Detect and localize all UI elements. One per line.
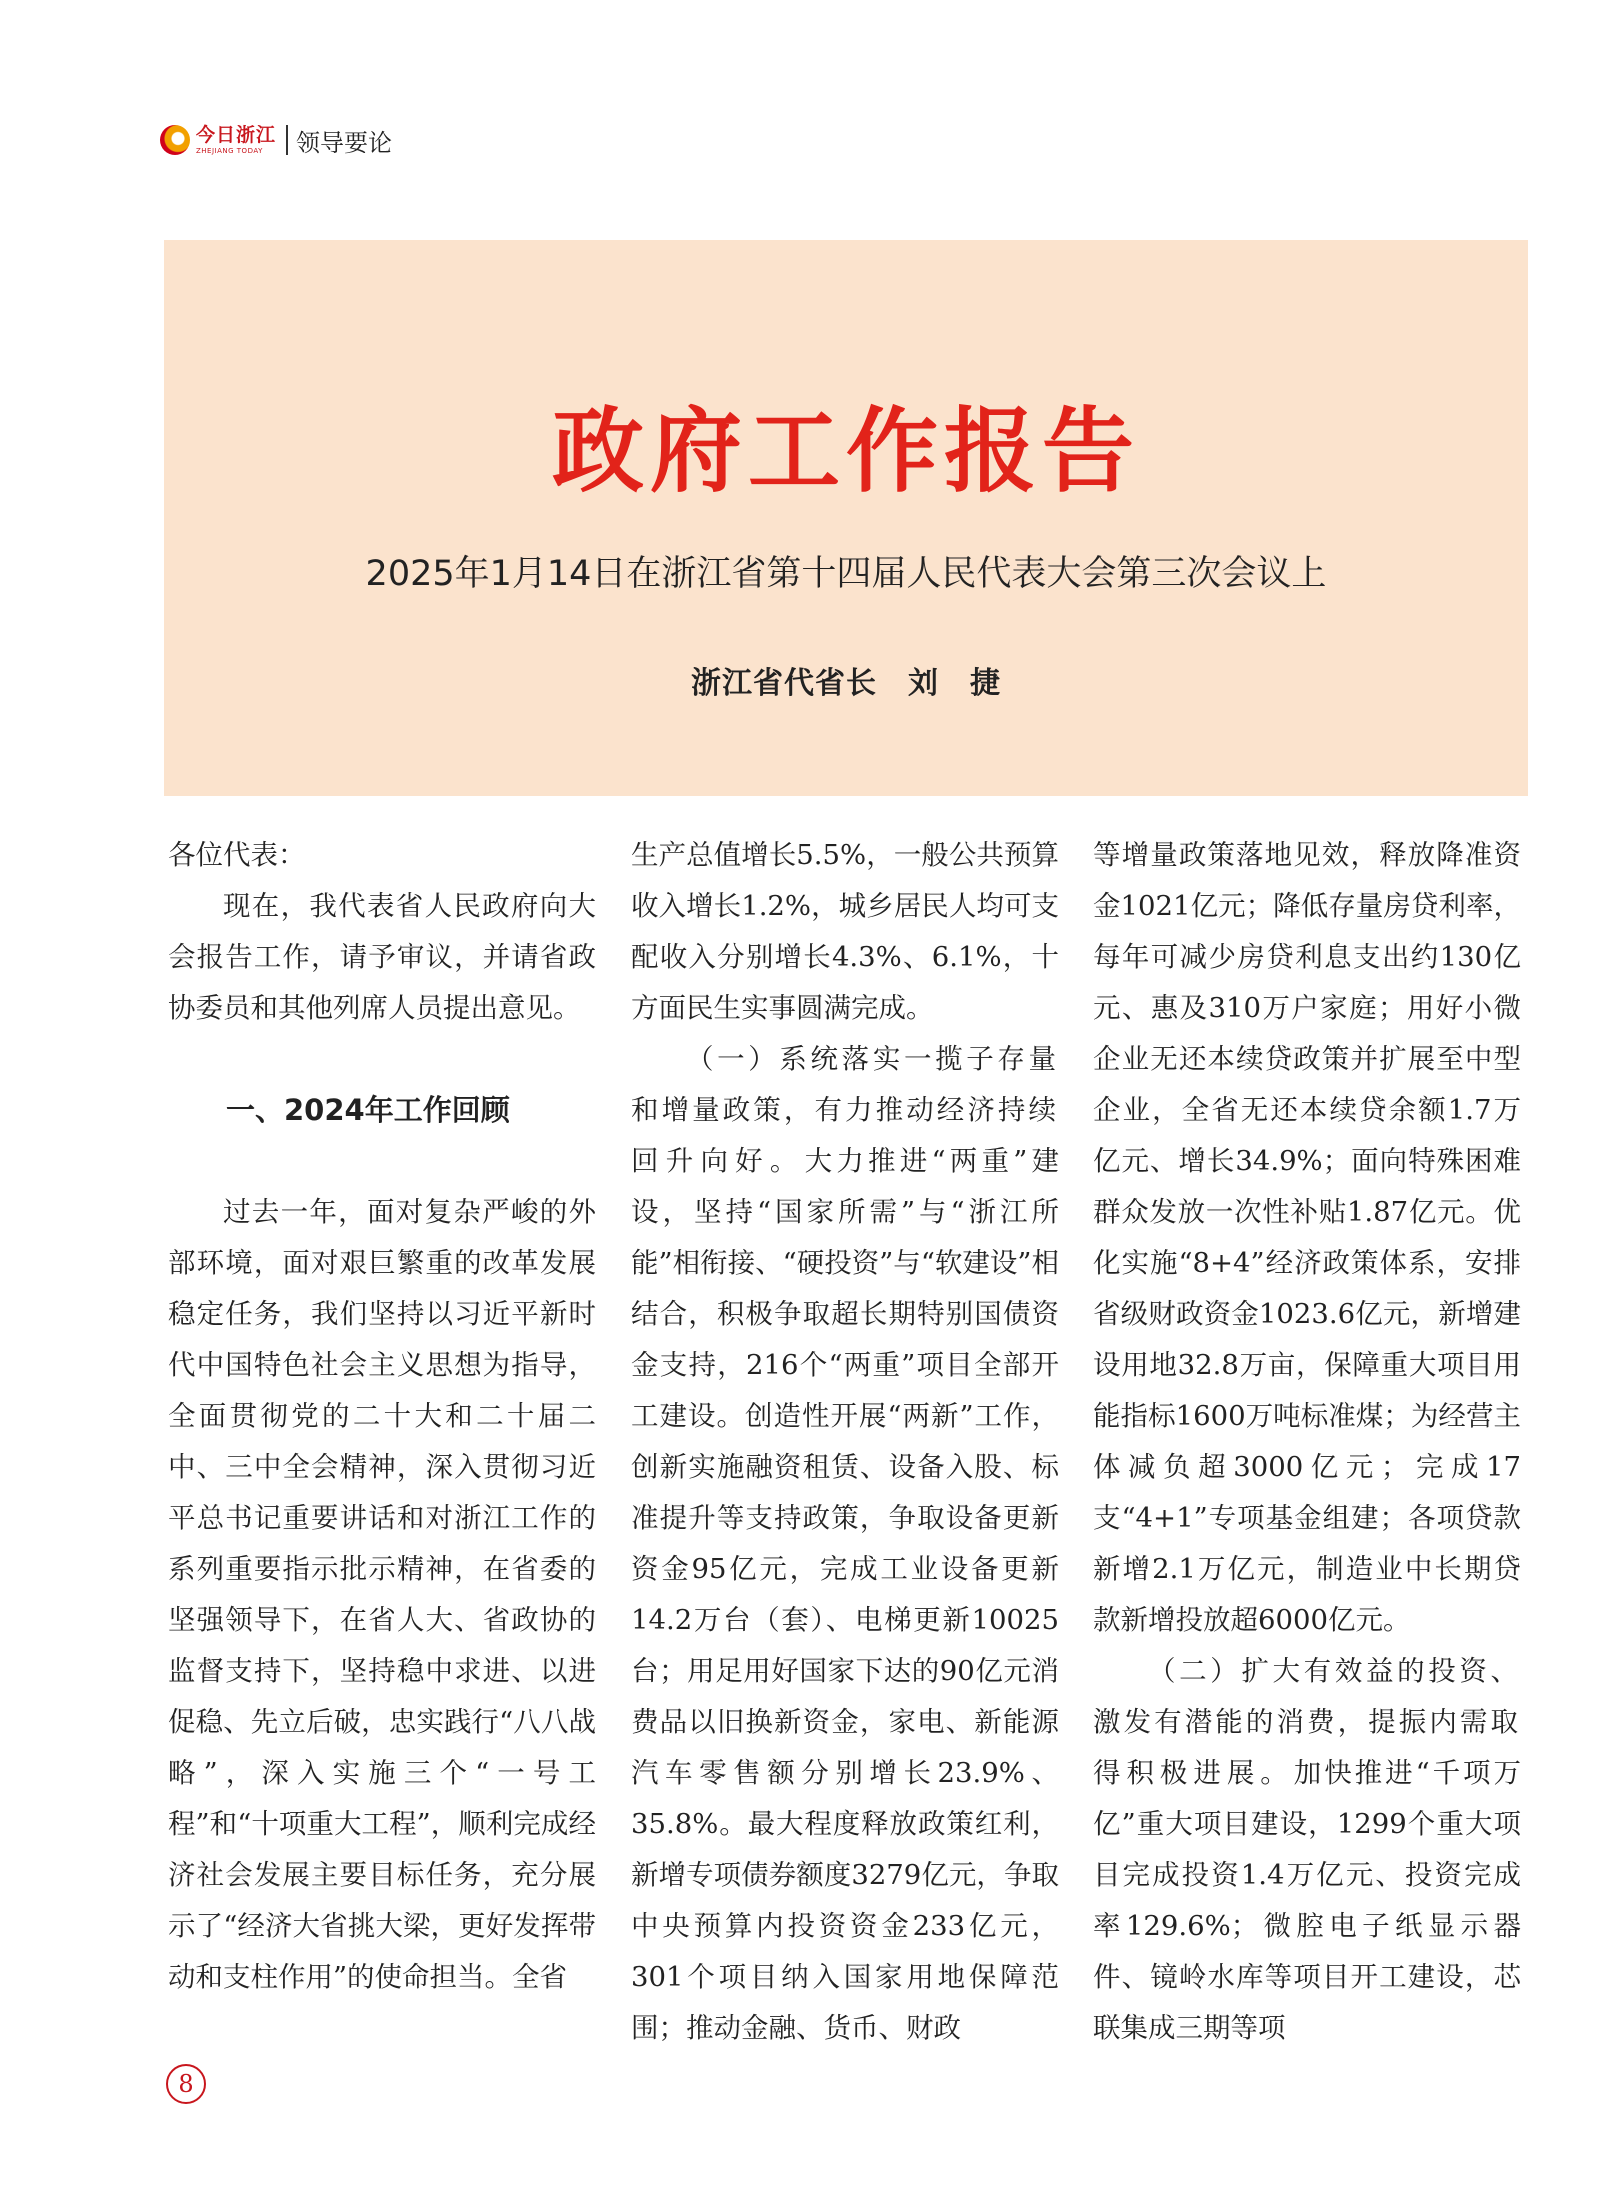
subsection-2-body: 加快推进“千项万亿”重大项目建设，1299个重大项目完成投资1.4万亿元、投资完成率129.6%；微腔电子纸显示器件、镜岭水库等项目开工建设，芯联集成三期等项 bbox=[1093, 1757, 1522, 2044]
logo-english: ZHEJIANG TODAY bbox=[196, 146, 263, 155]
header-divider bbox=[286, 125, 288, 155]
section-heading: 一、2024年工作回顾 bbox=[226, 1093, 510, 1127]
subsection-2 bbox=[1093, 1646, 1521, 2054]
section-name: 领导要论 bbox=[296, 128, 393, 157]
subsection-1-continued: 等增量政策落地见效，释放降准资金1021亿元；降低存量房贷利率，每年可减少房贷利息支出约130亿元、惠及310万户家庭；用好小微企业无还本续贷政策并扩展至中型企业，全省无还本续贷余额1.7万亿元、增长34.9%；面向特殊困难群众发放一次性补贴1.87亿元。优化实施“8+4”经济政策体系，安排省级财政资金1023.6亿元，新增建设用地32.8万亩，保障重大项目用能指标1600万吨标准煤；为经营主体减负超3000亿元；完成17支“4+1”专项基金组建；各项贷款新增2.1万亿元，制造业中长期贷款新增投放超6000亿元。 bbox=[1093, 839, 1521, 1636]
subsection-1-body: 大力推进“两重”建设，坚持“国家所需”与“浙江所能”相衔接、“硬投资”与“软建设”相结合，积极争取超长期特别国债资金支持，216个“两重”项目全部开工建设。创造性开展“两新”工作，创新实施融资租赁、设备入股、标准提升等支持政策，争取设备更新资金95亿元，完成工业设备更新14.2万台（套）、电梯更新10025台；用足用好国家下达的90亿元消费品以旧换新资金，家电、新能源汽车零售额分别增长23.9%、35.8%。最大程度释放政策红利，新增专项债券额度3279亿元，争取中央预算内投资资金233亿元，301个项目纳入国家用地保障范围；推动金融、货币、财政 bbox=[631, 1145, 1059, 2044]
article-title: 政府工作报告 bbox=[551, 398, 1140, 505]
column-3 bbox=[1093, 830, 1521, 2054]
subsection-1 bbox=[631, 1034, 1059, 2054]
column-2 bbox=[631, 830, 1059, 2054]
column-1 bbox=[168, 830, 596, 2003]
logo-chinese: 今日浙江 bbox=[196, 123, 277, 146]
intro-paragraph: 现在，我代表省人民政府向大会报告工作，请予审议，并请省政协委员和其他列席人员提出意见。 bbox=[168, 890, 596, 1024]
masthead bbox=[160, 118, 392, 162]
salutation: 各位代表： bbox=[168, 839, 306, 871]
logo-text bbox=[196, 123, 277, 155]
review-paragraph: 过去一年，面对复杂严峻的外部环境，面对艰巨繁重的改革发展稳定任务，我们坚持以习近平新时代中国特色社会主义思想为指导，全面贯彻党的二十大和二十届二中、三中全会精神，深入贯彻习近平总书记重要讲话和对浙江工作的系列重要指示批示精神，在省委的坚强领导下，在省人大、省政协的监督支持下，坚持稳中求进、以进促稳、先立后破，忠实践行“八八战略”，深入实施三个“一号工程”和“十项重大工程”，顺利完成经济社会发展主要目标任务，充分展示了“经济大省挑大梁，更好发挥带动和支柱作用”的使命担当。全省 bbox=[168, 1196, 596, 1993]
zhejiang-today-logo-icon bbox=[160, 125, 190, 155]
subsection-2-title: （二）扩大有效益的投资、激发有潜能的消费，提振内需取得积极进展。 bbox=[1093, 1655, 1521, 1789]
article-author: 浙江省代省长 刘 捷 bbox=[691, 666, 1001, 701]
article-subtitle: 2025年1月14日在浙江省第十四届人民代表大会第三次会议上 bbox=[365, 554, 1327, 594]
title-banner bbox=[164, 240, 1528, 796]
review-paragraph-continued: 生产总值增长5.5%，一般公共预算收入增长1.2%，城乡居民人均可支配收入分别增长4.3%、6.1%，十方面民生实事圆满完成。 bbox=[631, 839, 1059, 1024]
subsection-1-title: （一）系统落实一揽子存量和增量政策，有力推动经济持续回升向好。 bbox=[631, 1043, 1059, 1177]
page-number: 8 bbox=[166, 2064, 206, 2104]
